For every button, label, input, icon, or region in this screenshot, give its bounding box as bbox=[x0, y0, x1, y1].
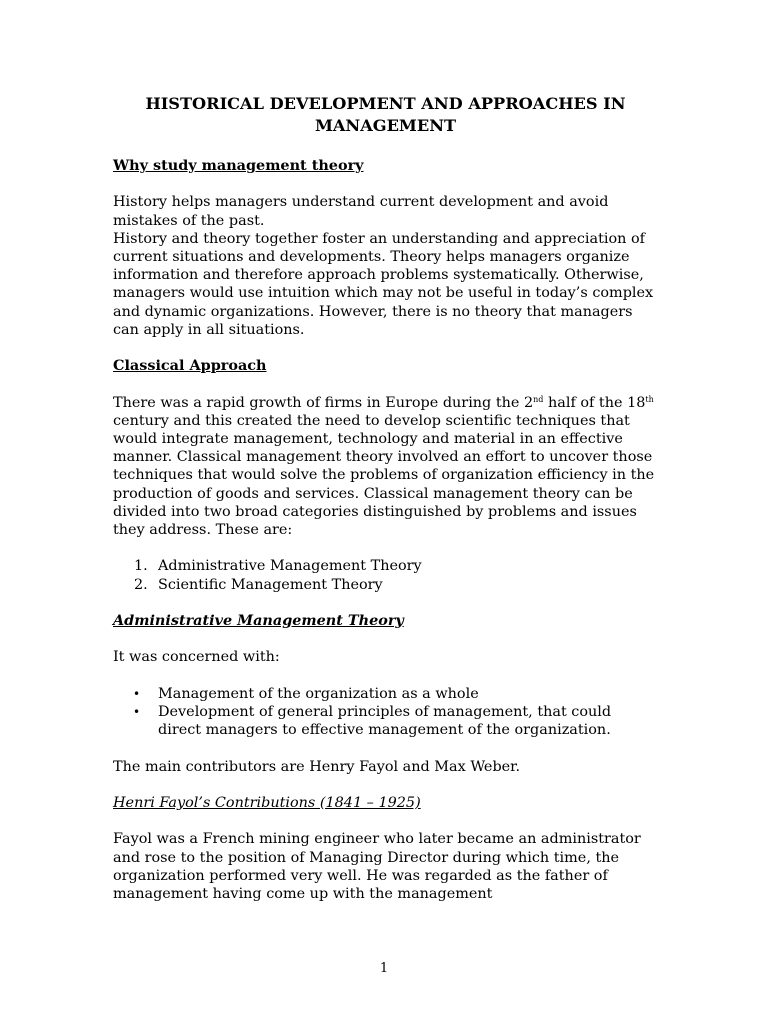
list-item bbox=[113, 557, 658, 575]
list-item-text: Management of the organization as a whole bbox=[158, 685, 479, 702]
classical-categories-list bbox=[113, 557, 658, 593]
superscript-th: th bbox=[645, 394, 654, 404]
bullet-icon: • bbox=[133, 686, 141, 701]
paragraph-classical bbox=[113, 394, 658, 540]
heading-classical-approach: Classical Approach bbox=[113, 357, 267, 375]
list-item-number: 2. bbox=[134, 576, 148, 593]
classical-text-b: half of the 18 bbox=[543, 394, 646, 411]
admin-concerns-list bbox=[113, 685, 658, 740]
bullet-icon: • bbox=[133, 704, 141, 719]
document-title: HISTORICAL DEVELOPMENT AND APPROACHES IN MANAGEMENT bbox=[145, 94, 626, 135]
list-item-number: 1. bbox=[134, 558, 148, 575]
heading-why-study: Why study management theory bbox=[113, 157, 364, 174]
list-item bbox=[113, 576, 658, 594]
paragraph-why-1: History helps managers understand current development and avoid mistakes of the past. bbox=[113, 194, 609, 229]
paragraph-fayol: Fayol was a French mining engineer who later became an administrator and rose to the position of Managing Director during which time, the organization performed very well. He was regarded as the father of management having come up with the management bbox=[113, 831, 641, 902]
paragraph-admin-intro: It was concerned with: bbox=[113, 649, 280, 666]
superscript-nd: nd bbox=[533, 394, 544, 404]
heading-fayol-contributions: Henri Fayol’s Contributions (1841 – 1925) bbox=[113, 794, 421, 811]
paragraph-contributors: The main contributors are Henry Fayol and Max Weber. bbox=[113, 758, 521, 775]
classical-text-c: century and this created the need to develop scientific techniques that would integrate management, technology and material in an effective manner. Classical management theory involved an effort to uncover those techniques that would solve the problems of organization efficiency in the production of goods and services. Classical management theory can be divided into two broad categories distinguished by problems and issues they address. These are: bbox=[113, 412, 655, 539]
page-number: 1 bbox=[379, 961, 389, 976]
heading-administrative-theory: Administrative Management Theory bbox=[113, 612, 404, 629]
page-content bbox=[113, 93, 658, 903]
list-item-text: Scientific Management Theory bbox=[158, 576, 383, 593]
classical-text-a: There was a rapid growth of firms in Europe during the 2 bbox=[113, 394, 534, 411]
list-item bbox=[113, 703, 658, 739]
paragraph-why-2: History and theory together foster an understanding and appreciation of current situations and developments. Theory helps managers organize information and therefore approach problems systematically. Otherwise, managers would use intuition which may not be useful in today’s complex and dynamic organizations. However, there is no theory that managers can apply in all situations. bbox=[113, 230, 654, 338]
list-item-text: Development of general principles of management, that could direct managers to effective management of the organization. bbox=[158, 703, 612, 739]
list-item bbox=[113, 685, 658, 703]
list-item-text: Administrative Management Theory bbox=[158, 558, 422, 575]
